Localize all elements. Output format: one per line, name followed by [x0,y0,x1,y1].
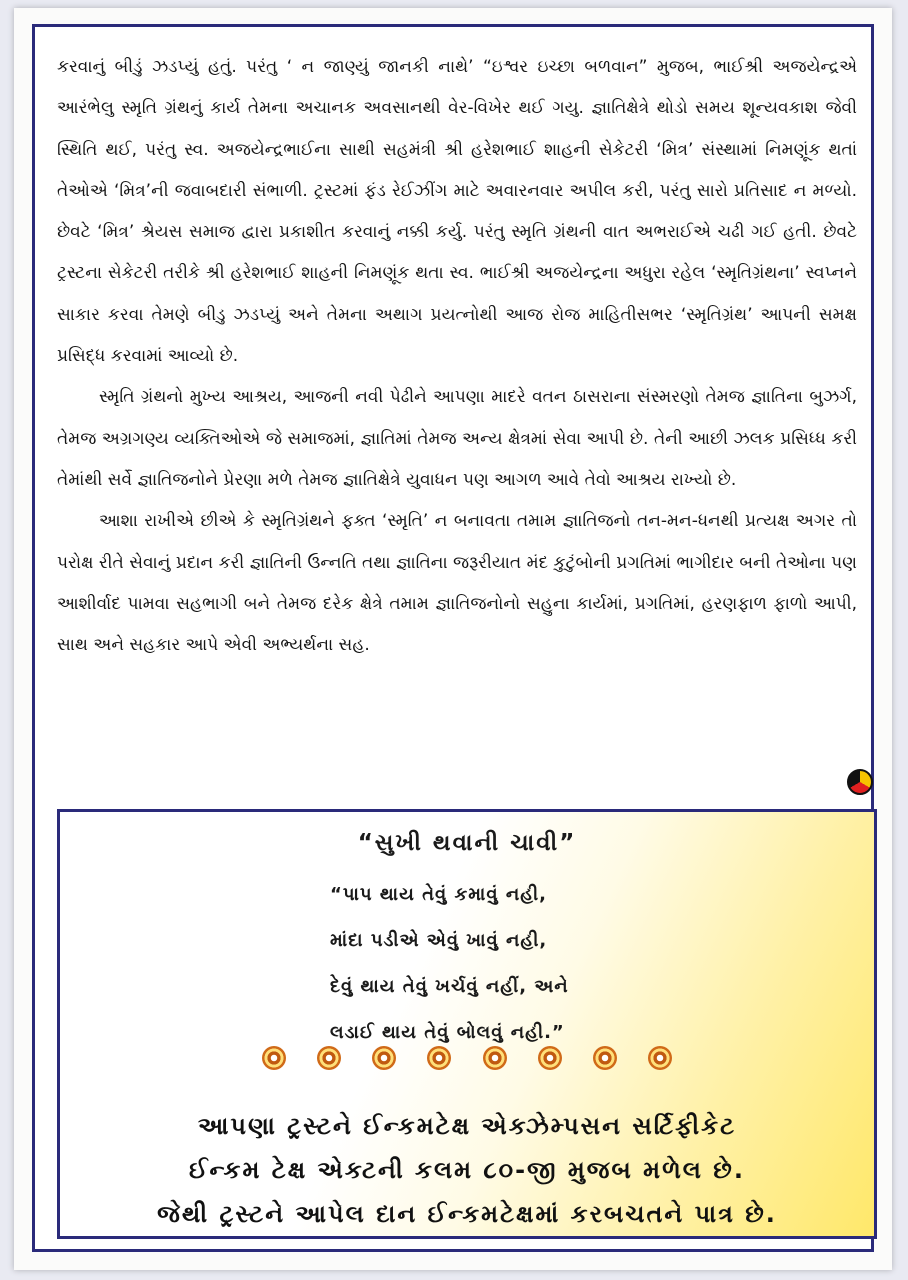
flower-ornament-icon [593,1046,617,1070]
tax-certificate-notice [60,1104,874,1236]
quote-line: લડાઈ થાય તેવું બોલવું નહી.” [330,1022,565,1043]
quote-line: દેવું થાય તેવું ખર્ચવું નહીં, અને [330,976,569,997]
quote-lines [330,872,750,1056]
tricolor-circle-icon [847,769,873,795]
page-frame [32,24,874,1252]
quote-line: “પાપ થાય તેવું કમાવું નહી, [330,884,548,905]
flower-ornament-icon [483,1046,507,1070]
paragraph-1: કરવાનું બીડું ઝડપ્યું હતું. પરંતુ ‘ ન જાણ્યું જાનકી નાથે’ “ઇશ્વર ઇચ્છા બળવાન” મુજબ, ભાઈશ્રી અજયેન્દ્રએ આરંભેલુ સ્મૃતિ ગ્રંથનું કાર્ય તેમના અચાનક અવસાનથી વેર-વિખેર થઈ ગયુ. જ્ઞાતિક્ષેત્રે થોડો સમય શૂન્યવકાશ જેવી સ્થિતિ થઈ, પરંતુ સ્વ. અજયેન્દ્રભાઈના સાથી સહમંત્રી શ્રી હરેશભાઈ શાહની સેકેટરી ‘મિત્ર’ સંસ્થામાં નિમણૂંક થતાં તેઓએ ‘મિત્ર’ની જવાબદારી સંભાળી. ટ્રસ્ટમાં ફંડ રેઈઝીંગ માટે અવારનવાર અપીલ કરી, પરંતુ સારો પ્રતિસાદ ન મળ્યો. છેવટે ‘મિત્ર’ શ્રેયસ સમાજ દ્વારા પ્રકાશીત કરવાનું નક્કી કર્યુ. પરંતુ સ્મૃતિ ગ્રંથની વાત અભરાઈએ ચઢી ગઈ હતી. છેવટે ટ્રસ્ટના સેકેટરી તરીકે શ્રી હરેશભાઈ શાહની નિમણૂંક થતા સ્વ. ભાઈશ્રી અજયેન્દ્રના અધુરા રહેલ ‘સ્મૃતિગ્રંથના’ સ્વપ્નને સાકાર કરવા તેમણે બીડુ ઝડપ્યું અને તેમના અથાગ પ્રયત્નોથી આજ રોજ માહિતીસભર ‘સ્મૃતિગ્રંથ’ આપની સમક્ષ પ્રસિદ્ધ કરવામાં આવ્યો છે. [57,57,857,367]
certificate-line: આપણા ટ્રસ્ટને ઈન્કમટેક્ષ એક્ઝેમ્પસન સર્ટિફીકેટ [197,1112,737,1140]
flower-ornament-icon [538,1046,562,1070]
paragraph-3: આશા રાખીએ છીએ કે સ્મૃતિગ્રંથને ફક્ત ‘સ્મૃતિ’ ન બનાવતા તમામ જ્ઞાતિજનો તન-મન-ધનથી પ્રત્યક્ષ અગર તો પરોક્ષ રીતે સેવાનું પ્રદાન કરી જ્ઞાતિની ઉન્નતિ તથા જ્ઞાતિના જરૂરીયાત મંદ કુટુંબોની પ્રગતિમાં ભાગીદાર બની તેઓના પણ આશીર્વાદ પામવા સહભાગી બને તેમજ દરેક ક્ષેત્રે તમામ જ્ઞાતિજનોનો સહુના કાર્યમાં, પ્રગતિમાં, હરણફાળ ફાળો આપી, સાથ અને સહકાર આપે એવી અભ્યર્થના સહ. [57,511,857,656]
flower-ornament-icon [372,1046,396,1070]
quote-line: માંદા પડીએ એવું ખાવું નહી, [330,930,548,951]
flower-ornament-icon [262,1046,286,1070]
flower-ornament-icon [648,1046,672,1070]
flower-ornament-icon [427,1046,451,1070]
quote-box [57,809,877,1239]
page-sheet [14,8,892,1270]
certificate-line: જેથી ટ્રસ્ટને આપેલ દાન ઈન્કમટેક્ષમાં કરબચતને પાત્ર છે. [157,1200,777,1228]
flower-ornament-icon [317,1046,341,1070]
paragraph-2: સ્મૃતિ ગ્રંથનો મુખ્ય આશ્રય, આજની નવી પેઢીને આપણા માદરે વતન ઠાસરાના સંસ્મરણો તેમજ જ્ઞાતિના બુઝર્ગ, તેમજ અગ્રગણ્ય વ્યક્તિઓએ જે સમાજમાં, જ્ઞાતિમાં તેમજ અન્ય ક્ષેત્રમાં સેવા આપી છે. તેની આછી ઝલક પ્રસિધ્ધ કરી તેમાંથી સર્વે જ્ઞાતિજનોને પ્રેરણા મળે તેમજ જ્ઞાતિક્ષેત્રે યુવાધન પણ આગળ આવે તેવો આશ્રય રાખ્યો છે. [57,387,857,490]
body-text [57,47,857,666]
flower-ornament-row [60,1046,874,1074]
certificate-line: ઈન્કમ ટેક્ષ એક્ટની કલમ ૮૦-જી મુજબ મળેલ છે. [189,1156,745,1184]
quote-title: “સુખી થવાની ચાવી” [357,830,577,856]
